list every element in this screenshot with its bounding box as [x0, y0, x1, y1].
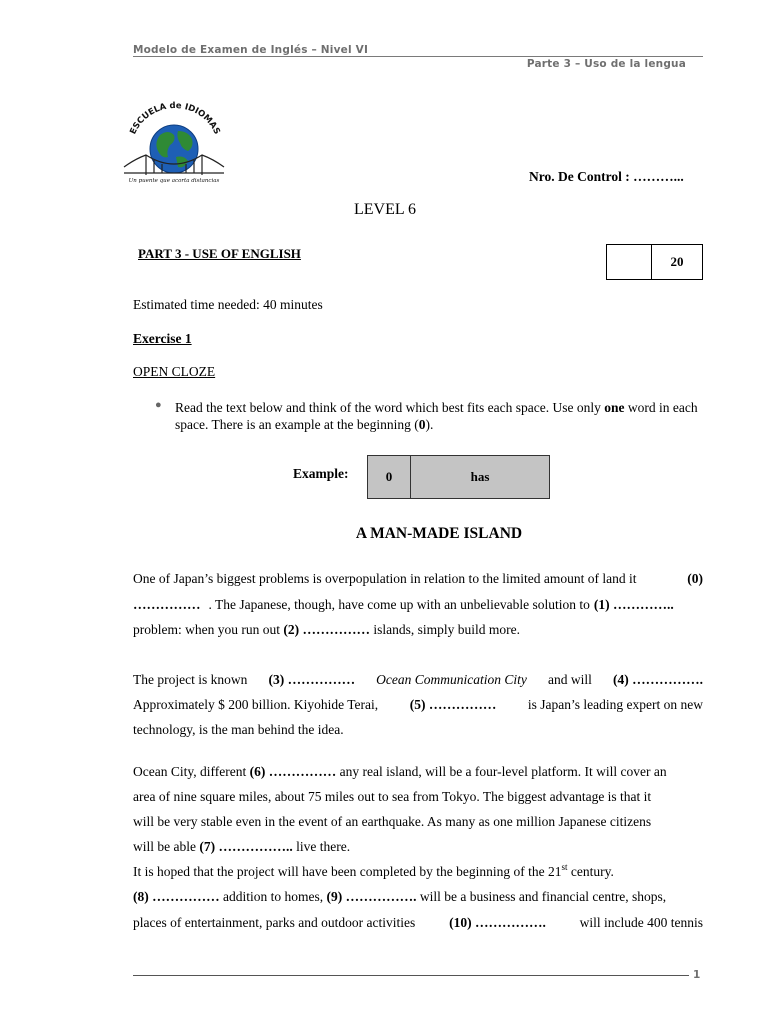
level-heading: LEVEL 6: [353, 201, 417, 218]
gap-6: (6) ……………: [249, 764, 337, 779]
gap-5: (5) ……………: [409, 697, 497, 712]
score-box: [606, 244, 703, 280]
header-left: Modelo de Examen de Inglés – Nivel VI: [133, 44, 369, 56]
header-rule: [133, 56, 703, 57]
estimated-time: Estimated time needed: 40 minutes: [133, 297, 323, 312]
logo-tagline: Un puente que acorta distancias: [128, 178, 220, 184]
text-line: …………… . The Japanese, though, have come up with an unbelievable solution to (1) …………..: [133, 597, 674, 612]
text-line: will be very stable even in the event of an earthquake. As many as one million Japanese citizens: [133, 814, 652, 829]
gap-0: ……………: [133, 597, 201, 612]
gap-9: (9) …………….: [326, 889, 417, 904]
example-answer: has: [470, 469, 490, 484]
text-line: The project is known (3) …………… Ocean Communication City and will (4) …………….: [133, 672, 703, 687]
gap-4: (4) …………….: [612, 672, 703, 687]
logo-arc-text: ESCUELA de IDIOMAS: [128, 101, 222, 137]
school-logo: [118, 101, 230, 185]
bullet-icon: ●: [155, 399, 162, 411]
text-line: technology, is the man behind the idea.: [133, 722, 344, 737]
text-title: A MAN-MADE ISLAND: [355, 525, 523, 542]
text-line: will be able (7) …………….. live there.: [133, 839, 351, 854]
text-line: problem: when you run out (2) …………… islands, simply build more.: [133, 622, 520, 637]
page-number: 1: [693, 969, 701, 981]
text-line: It is hoped that the project will have been completed by the beginning of the 21st century.: [133, 862, 614, 879]
control-number: Nro. De Control : ………...: [529, 169, 684, 184]
text-line: area of nine square miles, about 75 miles out to sea from Tokyo. The biggest advantage is that it: [133, 789, 652, 804]
part-heading: PART 3 - USE OF ENGLISH: [138, 246, 301, 261]
score-total: 20: [670, 254, 684, 269]
section-open-cloze: OPEN CLOZE: [133, 364, 216, 379]
gap-8: (8) ……………: [133, 889, 220, 904]
footer-rule: [133, 975, 689, 976]
text-line: places of entertainment, parks and outdoor activities (10) ……………. will include 400 tennis: [133, 915, 703, 930]
text-line: (8) …………… addition to homes, (9) ……………. will be a business and financial centre, shops,: [133, 889, 667, 904]
text-line: One of Japan’s biggest problems is overpopulation in relation to the limited amount of land it (0): [133, 571, 703, 586]
gap-1: (1) …………..: [593, 597, 674, 612]
gap-7: (7) ……………..: [199, 839, 293, 854]
text-line: Ocean City, different (6) …………… any real island, will be a four-level platform. It will cover an: [133, 764, 667, 779]
score-blank-cell[interactable]: [607, 245, 652, 279]
instruction-text: Read the text below and think of the word which best fits each space. Use only one word in each space. There is an example at the beginning (0).: [175, 400, 698, 432]
text-line: Approximately $ 200 billion. Kiyohide Terai, (5) …………… is Japan’s leading expert on new: [133, 697, 703, 712]
example-box: [367, 455, 550, 499]
example-number: 0: [368, 456, 411, 498]
gap-3: (3) ……………: [268, 672, 356, 687]
header-right: Parte 3 – Uso de la lengua: [526, 58, 686, 70]
gap-10: (10) …………….: [449, 915, 546, 930]
gap-2: (2) ……………: [283, 622, 370, 637]
example-label: Example:: [293, 466, 349, 481]
exercise-heading: Exercise 1: [133, 331, 192, 346]
